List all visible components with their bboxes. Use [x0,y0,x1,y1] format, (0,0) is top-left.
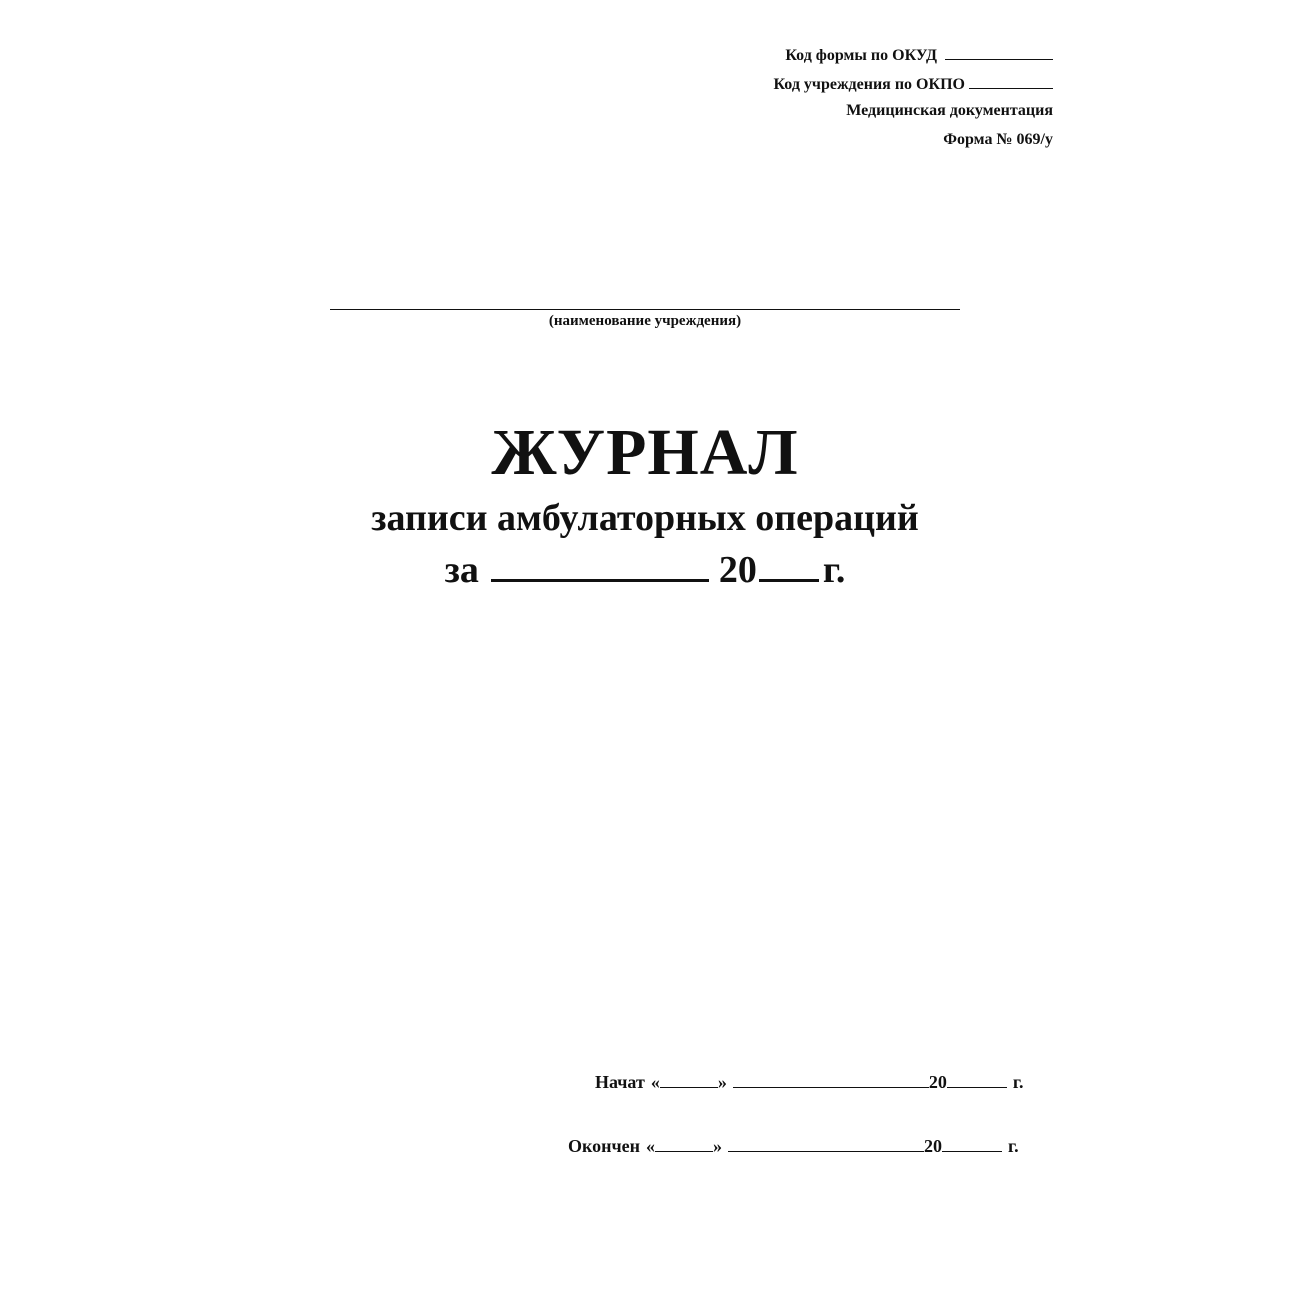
period-prefix: за [444,549,479,591]
finished-day-blank [655,1135,713,1152]
started-year-prefix: 20 [928,1072,947,1092]
period-year-blank [759,549,819,582]
okud-blank [945,45,1053,60]
okud-label: Код формы по ОКУД [785,47,937,64]
form-number: Форма № 069/у [943,131,1053,148]
okud-line [785,45,1053,65]
page-subtitle: записи амбулаторных операций [371,497,919,539]
period-month-blank [491,549,709,582]
started-month-blank [733,1071,929,1088]
finished-open-quote: « [646,1136,656,1156]
period-line [0,548,1290,592]
period-suffix: г. [822,549,846,591]
finished-date-row [568,1135,1019,1157]
started-date-row [595,1071,1023,1093]
finished-label: Окончен [568,1136,641,1156]
page-title: ЖУРНАЛ [491,416,799,489]
okpo-label: Код учреждения по ОКПО [773,76,965,93]
started-day-blank [660,1071,718,1088]
okpo-line [773,74,1053,94]
okpo-blank [969,74,1053,89]
finished-year-prefix: 20 [924,1136,943,1156]
period-year-prefix: 20 [718,549,757,591]
started-close-quote: » [717,1072,727,1092]
institution-name-line [330,309,960,310]
finished-year-suffix: г. [1008,1136,1019,1156]
institution-caption: (наименование учреждения) [548,313,742,329]
finished-year-blank [942,1135,1002,1152]
doc-type: Медицинская документация [846,102,1053,119]
finished-month-blank [728,1135,924,1152]
finished-close-quote: » [713,1136,723,1156]
started-open-quote: « [650,1072,660,1092]
started-label: Начат [595,1072,645,1092]
started-year-blank [947,1071,1007,1088]
started-year-suffix: г. [1012,1072,1024,1092]
